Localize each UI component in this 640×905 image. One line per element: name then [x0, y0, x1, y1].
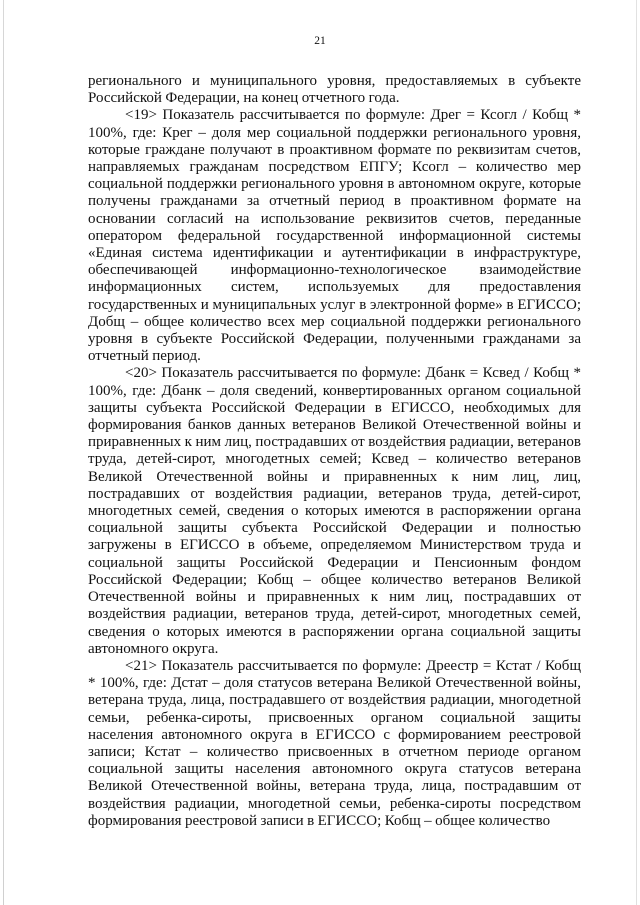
paragraph-note-21: <21> Показатель рассчитывается по формуле: Дреестр = Кстат / Кобщ * 100%, где: Дстат – доля статусов ветерана Великой Отечественной войны, ветерана труда, лица, пострадавшего от воздействия радиации, многодетной семьи, ребенка-сироты, присвоенных органом социальной защиты населения автономного округа в ЕГИССО с формированием реестровой записи; Кстат – количество присвоенных в отчетном периоде органом социальной защиты населения автономного округа статусов ветерана Великой Отечественной войны, ветерана труда, лица, пострадавшим от воздействия радиации, многодетной семьи, ребенка-сироты посредством формирования реестровой записи в ЕГИССО; Кобщ – общее количество: [88, 657, 581, 829]
paragraph-note-20: <20> Показатель рассчитывается по формуле: Дбанк = Ксвед / Кобщ * 100%, где: Дбанк – доля сведений, конвертированных органом социальной защиты субъекта Российской Федерации в ЕГИССО, необходимых для формирования банков данных ветеранов Великой Отечественной войны и приравненных к ним лиц, пострадавших от воздействия радиации, ветеранов труда, детей-сирот, многодетных семей; Ксвед – количество ветеранов Великой Отечественной войны и приравненных к ним лиц, лиц, пострадавших от воздействия радиации, ветеранов труда, детей-сирот, многодетных семей, сведения о которых имеются в распоряжении органа социальной защиты субъекта Российской Федерации и полностью загружены в ЕГИССО в объеме, определяемом Министерством труда и социальной защиты Российской Федерации и Пенсионным фондом Российской Федерации; Кобщ – общее количество ветеранов Великой Отечественной войны и приравненных к ним лиц, пострадавших от воздействия радиации, ветеранов труда, детей-сирот, многодетных семей, сведения о которых имеются в распоряжении органа социальной защиты автономного округа.: [88, 365, 581, 657]
scan-edge-right: [636, 0, 637, 905]
page-number: 21: [314, 35, 326, 47]
document-body: [88, 73, 581, 830]
paragraph-note-19: <19> Показатель рассчитывается по формуле: Дрег = Ксогл / Кобщ * 100%, где: Крег – доля мер социальной поддержки регионального уровня, которые граждане получают в проактивном формате по реквизитам счетов, направляемых гражданам посредством ЕПГУ; Ксогл – количество мер социальной поддержки регионального уровня в автономном округе, которые получены гражданами за отчетный период в проактивном формате на основании согласий на использование реквизитов счетов, переданные оператором федеральной государственной информационной системы «Единая система идентификации и аутентификации в инфраструктуре, обеспечивающей информационно-технологическое взаимодействие информационных систем, используемых для предоставления государственных и муниципальных услуг в электронной форме» в ЕГИССО; Добщ – общее количество всех мер социальной поддержки регионального уровня в субъекте Российской Федерации, полученными гражданами за отчетный период.: [88, 107, 581, 365]
scan-edge-left: [3, 0, 4, 905]
paragraph-continuation: регионального и муниципального уровня, предоставляемых в субъекте Российской Федерации, на конец отчетного года.: [88, 73, 581, 107]
